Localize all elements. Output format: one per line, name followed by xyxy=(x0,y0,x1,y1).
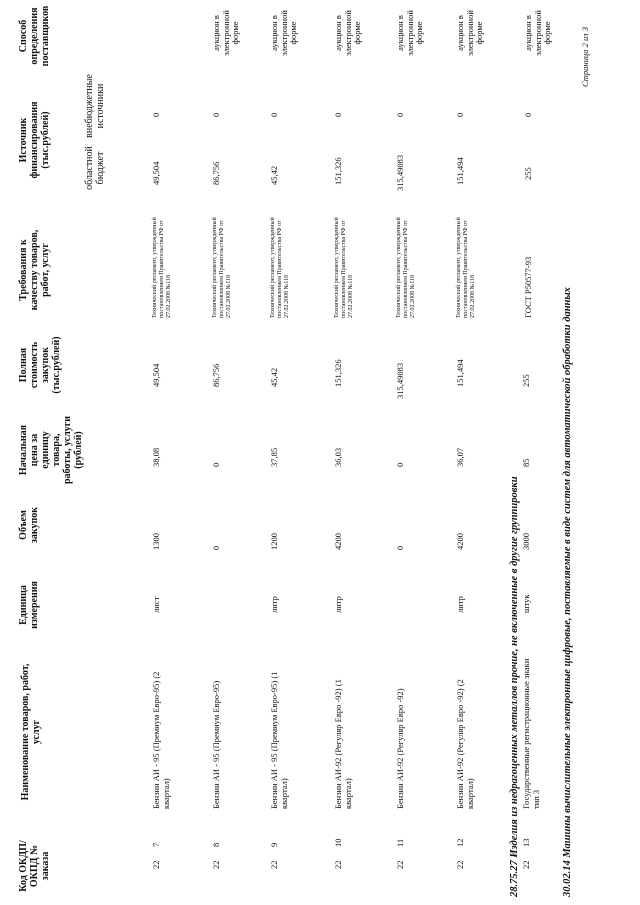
row-requirements: ГОСТ Р50577-93 xyxy=(523,256,533,318)
row-unit: штук xyxy=(521,594,531,613)
row-volume: 1300 xyxy=(151,533,161,550)
header-financing: Источник финансирования (тыс.рублей) xyxy=(18,101,51,179)
row-price: 36,07 xyxy=(455,447,465,467)
row-offbudget: 0 xyxy=(211,112,221,117)
row-num: 9 xyxy=(269,842,279,847)
row-num: 13 xyxy=(521,838,531,847)
row-volume: 3000 xyxy=(521,533,531,550)
row-total: 86,756 xyxy=(211,363,221,387)
row-requirements: Технический регламент, утвержденный постановлением Правительства РФ от 27.02.2008 №118 xyxy=(152,217,172,318)
row-name: Бензин АИ - 95 (Премиум Евро-95) xyxy=(211,680,221,809)
row-name: Бензин АИ - 95 (Премиум Евро-95) (2 квартал) xyxy=(151,671,171,809)
header-code: Код ОКДП/ ОКПД № заказа xyxy=(18,840,51,892)
row-offbudget: 0 xyxy=(333,112,343,117)
row-requirements: Технический регламент, утвержденный постановлением Правительства РФ от 27.02.2008 №118 xyxy=(270,217,290,318)
row-method: аукцион в электронной форме xyxy=(269,10,298,56)
row-total: 49,504 xyxy=(151,363,161,387)
row-method: аукцион в электронной форме xyxy=(523,10,552,56)
header-price: Начальная цена за единицу товара, работы, услуги (рублей) xyxy=(18,415,84,485)
row-regional: 49,504 xyxy=(151,161,161,185)
row-regional: 86,756 xyxy=(211,161,221,185)
header-fin-regional: областной бюджет xyxy=(84,146,106,190)
row-unit: лист xyxy=(151,596,161,613)
row-name: Государственные регистрационные знаки тип 3 xyxy=(521,658,541,809)
row-requirements: Технический регламент, утвержденный постановлением Правительства РФ от 27.02.2008 №118 xyxy=(396,217,416,318)
group-heading: 30.02.14 Машины вычислительные электронные цифровые, поставляемые в виде систем для автоматической обработки данных xyxy=(562,287,573,897)
row-regional: 151,494 xyxy=(455,157,465,185)
row-regional: 45,42 xyxy=(269,165,279,185)
row-code: 22 xyxy=(395,860,405,869)
row-unit: литр xyxy=(455,596,465,613)
row-requirements: Технический регламент, утвержденный постановлением Правительства РФ от 27.02.2008 №118 xyxy=(456,217,476,318)
row-total: 151,326 xyxy=(333,359,343,387)
row-code: 22 xyxy=(521,860,531,869)
row-regional: 255 xyxy=(523,167,533,180)
row-offbudget: 0 xyxy=(151,112,161,117)
row-num: 11 xyxy=(395,838,405,847)
header-fin-offbudget: внебюджетные источники xyxy=(84,74,106,138)
row-price: 85 xyxy=(521,458,531,467)
row-method: аукцион в электронной форме xyxy=(455,10,484,56)
row-code: 22 xyxy=(269,860,279,869)
row-total: 45,42 xyxy=(269,367,279,387)
row-total: 255 xyxy=(521,374,531,387)
row-unit: литр xyxy=(333,596,343,613)
row-num: 8 xyxy=(211,842,221,847)
row-code: 22 xyxy=(151,860,161,869)
row-requirements: Технический регламент, утвержденный постановлением Правительства РФ от 27.02.2008 №118 xyxy=(212,217,232,318)
row-offbudget: 0 xyxy=(455,112,465,117)
row-code: 22 xyxy=(211,860,221,869)
row-regional: 315,49083 xyxy=(395,154,405,191)
row-total: 315,49083 xyxy=(395,362,405,399)
row-volume: 4200 xyxy=(333,533,343,550)
header-method: Способ определения поставщиков xyxy=(18,5,51,67)
row-code: 22 xyxy=(333,860,343,869)
row-price: 38,08 xyxy=(151,447,161,467)
row-offbudget: 0 xyxy=(523,112,533,117)
header-requirements: Требования к качеству товаров, работ, услуг xyxy=(18,229,51,311)
row-volume: 0 xyxy=(395,545,405,550)
row-name: Бензин АИ-92 (Регуляр Евро -92) (2 квартал) xyxy=(455,679,475,809)
row-volume: 1200 xyxy=(269,533,279,550)
row-offbudget: 0 xyxy=(269,112,279,117)
row-volume: 0 xyxy=(211,545,221,550)
row-price: 36,03 xyxy=(333,447,343,467)
row-name: Бензин АИ - 95 (Премиум Евро-95) (1 квартал) xyxy=(269,671,289,809)
page-number: Страница 2 из 3 xyxy=(580,27,590,87)
group-heading: 28.75.27 Изделия из недрагоценных металлов прочие, не включенные в другие группировки xyxy=(509,476,520,897)
row-price: 0 xyxy=(211,462,221,467)
row-requirements: Технический регламент, утвержденный постановлением Правительства РФ от 27.02.2008 №118 xyxy=(334,217,354,318)
row-code: 22 xyxy=(455,860,465,869)
row-volume: 4200 xyxy=(455,533,465,550)
header-name: Наименование товаров, работ, услуг xyxy=(20,663,42,801)
row-name: Бензин АИ-92 (Регуляр Евро -92) (1 квартал) xyxy=(333,679,353,809)
row-unit: литр xyxy=(269,596,279,613)
header-volume: Объем закупок xyxy=(18,506,40,544)
header-unit: Единица измерения xyxy=(18,581,40,629)
row-name: Бензин АИ-92 (Регуляр Евро -92) xyxy=(395,688,405,809)
row-method: аукцион в электронной форме xyxy=(211,10,240,56)
row-method: аукцион в электронной форме xyxy=(395,10,424,56)
row-num: 10 xyxy=(333,838,343,847)
header-total: Полная стоимость закупок (тыс.рублей) xyxy=(18,336,62,394)
row-num: 7 xyxy=(151,842,161,847)
row-num: 12 xyxy=(455,838,465,847)
row-total: 151,494 xyxy=(455,359,465,387)
row-regional: 151,326 xyxy=(333,157,343,185)
row-price: 37,85 xyxy=(269,447,279,467)
row-method: аукцион в электронной форме xyxy=(333,10,362,56)
row-offbudget: 0 xyxy=(395,112,405,117)
row-price: 0 xyxy=(395,462,405,467)
